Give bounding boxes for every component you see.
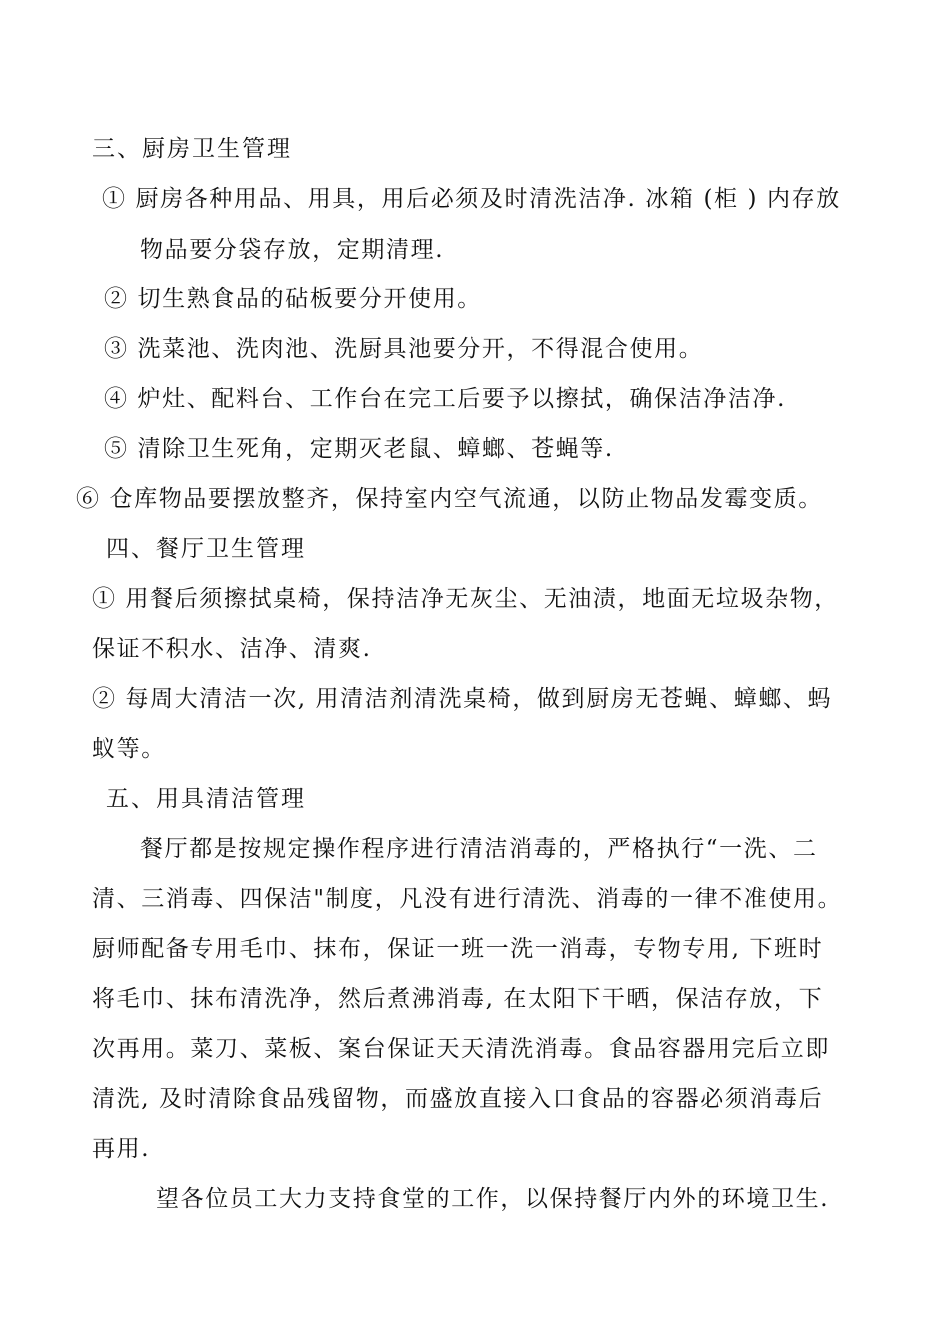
section-5-paragraph-line: 清、三消毒、四保洁"制度，凡没有进行清洗、消毒的一律不准使用。 xyxy=(92,886,843,912)
section-3-item-1: ① 厨房各种用品、用具，用后必须及时清洗洁净. 冰箱 (柜 ) 内存放 xyxy=(102,186,841,212)
section-3-heading: 三、厨房卫生管理 xyxy=(92,136,292,162)
section-5-paragraph-line: 将毛巾、抹布清洗净，然后煮沸消毒, 在太阳下干晒，保洁存放，下 xyxy=(92,986,824,1012)
closing-statement: 望各位员工大力支持食堂的工作，以保持餐厅内外的环境卫生. xyxy=(156,1186,830,1212)
section-3-item-4: ④ 炉灶、配料台、工作台在完工后要予以擦拭，确保洁净洁净. xyxy=(104,386,787,412)
section-4-item-2: ② 每周大清洁一次, 用清洁剂清洗桌椅，做到厨房无苍蝇、蟑螂、蚂 xyxy=(92,686,833,712)
section-5-paragraph-line: 厨师配备专用毛巾、抹布，保证一班一洗一消毒，专物专用, 下班时 xyxy=(92,936,824,962)
section-4-item-1-continued: 保证不积水、洁净、清爽. xyxy=(92,636,372,662)
section-3-item-6: ⑥ 仓库物品要摆放整齐，保持室内空气流通，以防止物品发霉变质。 xyxy=(76,486,823,512)
section-4-item-1: ① 用餐后须擦拭桌椅，保持洁净无灰尘、无油渍，地面无垃圾杂物， xyxy=(92,586,839,612)
section-5-heading: 五、用具清洁管理 xyxy=(106,786,306,812)
section-3-item-2: ② 切生熟食品的砧板要分开使用。 xyxy=(104,286,482,312)
section-5-paragraph-line: 次再用。菜刀、菜板、案台保证天天清洗消毒。食品容器用完后立即 xyxy=(92,1036,830,1062)
section-3-item-5: ⑤ 清除卫生死角，定期灭老鼠、蟑螂、苍蝇等. xyxy=(104,436,614,462)
section-3-item-1-continued: 物品要分袋存放，定期清理. xyxy=(140,237,445,263)
section-4-item-2-continued: 蚁等。 xyxy=(92,736,166,762)
section-3-item-3: ③ 洗菜池、洗肉池、洗厨具池要分开，不得混合使用。 xyxy=(104,336,704,362)
section-4-heading: 四、餐厅卫生管理 xyxy=(106,536,306,562)
section-5-paragraph-line: 再用. xyxy=(92,1136,151,1162)
section-5-paragraph-line: 餐厅都是按规定操作程序进行清洁消毒的，严格执行“一洗、二 xyxy=(140,836,818,862)
section-5-paragraph-line: 清洗, 及时清除食品残留物，而盛放直接入口食品的容器必须消毒后 xyxy=(92,1086,824,1112)
